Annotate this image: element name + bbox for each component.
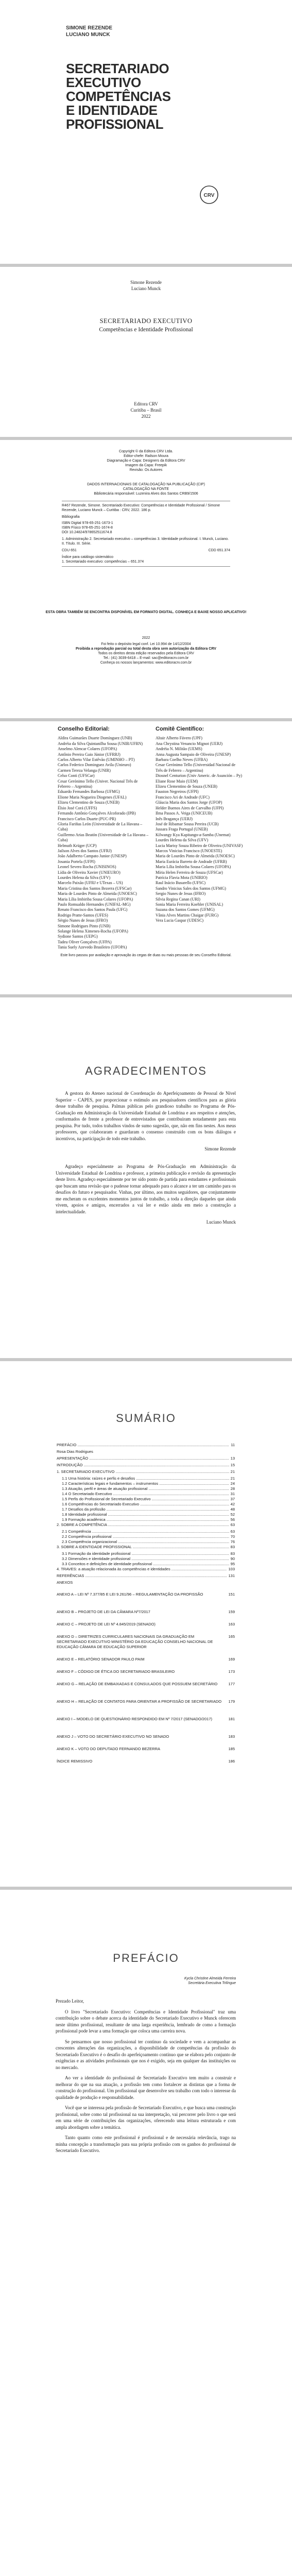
council-member: Anselmo Alencar Colares (UFOPA) [58,747,117,752]
council-member: Maria Cristina dos Santos Bezerra (UFSCar) [58,886,132,891]
toc-entry[interactable] [62,1492,235,1497]
cover-page [0,0,292,264]
cover-title-line: E IDENTIDADE [66,103,158,118]
toc-entry-page: 48 [230,1507,235,1512]
council-member: Anna Augusta Sampaio de Oliveira (UNESP) [156,752,231,757]
cdu-code: CDU 651 [62,549,77,552]
toc-entry-title: 1.4 O Secretariado Executivo ..... [62,1492,229,1497]
council-member: Marcos Vinicius Francisco (UNOESTE) [156,848,222,853]
editorial-council-title: Conselho Editorial: [58,726,110,732]
preface-paragraph: O livro "Secretariado Executivo: Competências e Identidade Profissional" traz uma contribuição sobre o debate acerca da identidade do Secretariado Executivo e Munck oferecem neste último profissional, resultante de uma larga experiência, lembrado de como a formação profissional pode levar a uma formação que coloca uma carreira nova. [56,2009,236,2033]
toc-entry[interactable] [62,1497,235,1502]
toc-annex-title: ANEXO B – PROJETO DE LEI DA CÂMARA Nº7/2017 [57,1609,150,1614]
council-member: Andréia N. Militão (UEMS) [156,747,202,752]
council-member: Maria de Lourdes Pinto de Almeida (UNOESC) [58,891,137,896]
toc-annex-entry[interactable] [57,1734,235,1739]
crv-logo-text: CRV [203,193,215,198]
council-member: Gláucia Maria dos Santos Jorge (UFOP) [156,800,222,805]
toc-annex-title: ANEXO E – RELATÓRIO SENADOR PAULO PAIM [57,1657,145,1662]
toc-entry[interactable] [57,1573,235,1579]
catalog-card [62,501,230,567]
council-member: Élsio José Corá (UFFS) [58,805,97,810]
council-member: Tania Suely Azevedo Brasileiro (UFOPA) [58,945,127,950]
toc-annex-entry[interactable] [57,1634,235,1650]
council-member: Maria Lília Imbiriba Sousa Colares (UFOPA) [156,865,231,870]
cover-authors [66,25,112,38]
toc-annex-entry[interactable] [57,1609,235,1615]
council-member: Celso Conti (UFSCar) [58,773,95,778]
toc-annex-title: ANEXO I – MODELO DE QUESTIONÁRIO RESPONDIDO EM Nº 7/2017 (SENADO/2017) [57,1717,212,1721]
acknowledgments-paragraph: A gestora do Ateneo nacional de Coordenação do Aperfeiçoamento de Pessoal de Nível Superior – CAPES, por proporcionar o estímulo aos pesquisadores científicos para as glória desse trabalho de pesquisa. Palmas públicas pelo grandioso trabalho no Programa de Pós-Graduação em Administração da Universidade Estadual de Londrina e aos respeitos e atenções, conformados de frente a professor de entrevistados que contribuiram notadamente para esta pesquisa. Por tudo, todos trabalhos vindos de sumo sugestão, que, não em fins nestes. Aos meus professores, que colaboraram e guardaram o consenso construído com os bons diálogos e incentivos, na participação de todo este trabalho. [56,1091,236,1141]
council-member: Cesar Gerónimo Tello (Universidad Nacional de Três de Febrero – Argentina) [156,762,236,773]
title-author: Luciano Munck [131,286,161,291]
title-publisher: Editora CRV [134,401,158,406]
toc-annex-page: 177 [228,1682,235,1686]
copyright-line: Revisão: Os Autores [129,468,163,472]
preface-byline [154,1976,236,1986]
council-member: Ana Chrystina Venancio Mignot (UERJ) [156,741,223,746]
council-member: Andréia da Silva Quintanilha Sousa (UNIR/UFRN) [58,741,143,746]
council-member: Lourdes Helena da Silva (UFV) [58,875,111,880]
copyright-notes [0,642,292,665]
acknowledgments-body [56,1090,236,1225]
title-year: 2022 [141,414,151,419]
toc-entry[interactable] [62,1539,235,1545]
toc-entry[interactable] [57,1463,235,1468]
toc-entry-title: 3.1 Formação da identidade profissional ..... [62,1551,229,1556]
toc-entry-title: 1.5 Perfis do Profissional de Secretariado Executivo ..... [62,1497,229,1502]
council-member: Renato Francisco dos Santos Paula (UFG) [58,907,128,912]
acknowledgments-paragraph: Agradeço especialmente ao Programa de Pós-Graduação em Administração da Universidade Estadual de Londrina e professor, a primeira publicação e revisão da apresentação deste livro. Agradeço especialmente por ter sido ponto de partida para estudantes e profissionais que buscam uma revisão que o pudesse tornar adequado para o alcance a ter um caminho para os desafios do futuro e pesquisador. Vinhas, por último, aos muitos seguidores, que conjuntamente me encheram os excelentes momentos juntos de trabalho, a toda a direção daqueles que ainda vivem, apoios e amigos, encerrados a vai ler e estão ainda em meio a construção a intelectualidade. [56,1164,236,1214]
rights-notice: Proibida a reprodução parcial ou total desta obra sem autorização da Editora CRV [76,647,216,651]
toc-entry-page: 21 [230,1469,235,1474]
toc-entry-page: 131 [228,1573,235,1578]
toc-annex-entry[interactable] [57,1759,235,1764]
council-member: Maria Lília Imbiriba Sousa Colares (UFOPA) [58,896,133,902]
toc-entry-page: 13 [230,1456,235,1461]
copyright-line: Editor-chefe: Railson Moura [124,454,168,458]
scientific-committee-title: Comitê Científico: [156,726,204,732]
council-member: Eliane Rose Maio (UEM) [156,778,198,784]
council-member: Raul Inácio Busarello (UFSC) [156,880,206,886]
council-member: Diosnel Centurion (Univ Americ. de Asunción – Py) [156,773,242,778]
council-member: Sonia Maria Ferreira Koehler (UNISAL) [156,902,224,907]
toc-entry-page: 70 [230,1534,235,1539]
toc-annex-title: ANEXO H – RELAÇÃO DE CONTATOS PARA ORIENTAR A PROFISSÃO DE SECRETARIADO [57,1699,222,1704]
toc-entry[interactable] [57,1469,235,1475]
council-member: Gloria Fariñas León (Universidade de La Havana – Cuba) [58,821,143,832]
catalog-header [62,482,230,496]
council-member: João Adalberto Campato Junior (UNESP) [58,854,127,859]
copyright-page [0,440,292,718]
council-member: Silvia Regina Canan (URI) [156,896,200,902]
council-member: Vera Lucia Gaspar (UDESC) [156,918,204,923]
toc-entry[interactable] [62,1486,235,1492]
all-rights: Todos os direitos desta edição reservados pela Editora CRV [98,652,194,655]
council-member: Tadeu Oliver Gonçalves (UFPA) [58,939,112,944]
council-member: Elione Maria Nogueira Diogenes (UFAL) [58,794,127,800]
toc-entry[interactable] [62,1517,235,1522]
isbn-line: ISBN Físico 978-65-251-1674-8 [62,526,113,530]
toc-entry-title: 2.1 Competência ..... [62,1529,229,1534]
toc-entry-page: 103 [228,1567,235,1571]
council-member: Maria Eurácia Barreto de Andrade (UFRB) [156,859,227,864]
council-member: Francisco Ari de Andrade (UFC) [156,794,210,800]
council-member: Elizeu Clementino de Souza (UNEB) [58,800,119,805]
council-member: Solange Helena Ximenes-Rocha (UFOPA) [58,929,128,934]
toc-annex-page: 181 [228,1717,235,1721]
catalog-sub: CATALOGAÇÃO NA FONTE [123,487,169,491]
toc-annex-title: ANEXO F – CÓDIGO DE ÉTICA DO SECRETARIADO BRASILEIRO [57,1669,175,1674]
toc-annex-title: ANEXO A – LEI Nº 7.377/85 E LEI 9.261/96 – REGULAMENTAÇÃO DA PROFISSÃO [57,1592,203,1597]
title-page [0,267,292,437]
toc-entry-title: 1.1 Uma história: raízes e perfis e desafios ..... [62,1476,229,1481]
copyright-line: Diagramação e Capa: Designers da Editora CRV [107,459,185,463]
publisher-contact: Tel.: (41) 3039-6418 – E-mail: sac@editoracrv.com.br [103,656,189,660]
toc-entry-page: 37 [230,1497,235,1501]
council-member: Fauston Negreiros (UFPI) [156,789,199,794]
council-member: Kilwangy Kya Kapitango-a-Samba (Unemat) [156,832,231,837]
toc-entry-page: 42 [230,1502,235,1506]
council-footnote: Este livro passou por avaliação e aprovação às cegas de duas ou mais pessoas de seu Conselho Editorial. [60,954,232,957]
toc-annex-title: ANEXO C – PROJETO DE LEI Nº 4.845/2019 (SENADO) [57,1622,156,1626]
council-member: Míria Helen Ferreira de Souza (UFSCar) [156,870,223,875]
toc-annex-page: 163 [228,1622,235,1626]
cover-title-line: SECRETARIADO [66,61,169,76]
toc-entry-page: 63 [230,1529,235,1534]
council-member: Antônio Pereira Gaio Júnior (UFRRJ) [58,752,121,757]
title-author: Simone Rezende [130,280,162,285]
preface-greeting: Prezado Leitor, [56,1998,84,2004]
toc-entry-title: 1.7 Desafios da profissão ..... [62,1507,229,1512]
toc-entry[interactable] [57,1456,235,1461]
toc-entry-page: 63 [230,1522,235,1527]
toc-annex-page: 165 [228,1634,235,1639]
title-subtitle: Competências e Identidade Profissional [99,327,193,333]
cover-author: LUCIANO MUNCK [66,32,110,38]
council-member: Cesar Gerónimo Tello (Univer. Nacional Três de Febrero – Argentina) [58,778,138,789]
toc-annex-page: 186 [228,1759,235,1764]
council-member: Sergio Nunes de Jesus (IFRO) [156,891,206,896]
legal-deposit: Foi feito o depósito legal conf. Lei 10.994 de 14/12/2004 [101,642,191,646]
council-member: Patrícia Flavia Mota (UNIRIO) [156,875,208,880]
toc-entry-page: 83 [230,1545,235,1549]
toc-entry-title: REFERÊNCIAS ..... [57,1573,227,1579]
toc-annex-title: ANEXO J – VOTO DO SECRETÁRIO EXECUTIVO NO SENADO [57,1734,169,1739]
council-member: Carmen Tereza Velanga (UNIR) [58,768,111,773]
toc-heading: SUMÁRIO [116,1412,176,1425]
toc-annex-entry[interactable] [57,1622,235,1627]
toc-entry-title: 3.2 Dimensões e identidade profissional ..... [62,1556,229,1562]
council-member: Sydione Santos (UEPG) [58,934,98,939]
toc-entry-title: 3.3 Conceitos e definições de identidade profissional ..... [62,1562,229,1567]
toc-entry-page [233,1580,235,1585]
preface-paragraph: Ao ver a identidade do profissional de Secretariado Executivo tem muito a construir e melhorar do que na sua atuação, a profissão tem como fortalecer as distintas que a forma de construção do profissional. Um profissional que desenvolve seu trabalho com todo o interesse da qualidade de produção e responsabilidade. [56,2075,236,2100]
council-member: Altair Alberto Fávero (UPF) [156,736,202,741]
acknowledgments-signature: Luciano Munck [206,1219,236,1225]
toc-entry[interactable] [62,1562,235,1567]
toc-annex-page: 185 [228,1747,235,1751]
council-member: Lucia Marisy Souza Ribeiro de Oliveira (UNIVASF) [156,843,243,848]
toc-entry[interactable] [57,1580,235,1585]
council-member: Helder Buenos Aires de Carvalho (UFPI) [156,805,224,810]
toc-annex-title: ANEXO K – VOTO DO DEPUTADO FERNANDO BEZERRA [57,1747,161,1751]
preface-author: Kycla Christine Almeida Ferreira [184,1977,236,1980]
toc-entry-title: 2.3 Competência organizacional ..... [62,1539,229,1545]
council-member: Maria de Lourdes Pinto de Almeida (UNOESC) [156,854,235,859]
council-member: Simone Rodrigues Pinto (UNB) [58,923,111,928]
toc-entry[interactable] [57,1567,235,1572]
toc-entry-page [233,1449,235,1454]
toc-entry-page: 56 [230,1517,235,1522]
council-member: Marcelo Paixão (UFRJ e UTexas – US) [58,880,123,886]
toc-entry-title: 1.9 Formação acadêmica ..... [62,1517,229,1522]
toc-entry-page: 11 [231,1443,235,1447]
toc-entry-title: 2. SOBRE A COMPETÊNCIA ..... [57,1522,229,1528]
council-member: Suzana dos Santos Gomes (UFMG) [156,907,215,912]
toc-entry[interactable] [62,1529,235,1534]
toc-entry-page: 90 [230,1556,235,1561]
toc-entry-title: 4. TRAVES: a atuação relacionada às competências e identidades ..... [57,1567,227,1572]
council-member: Sandro Vinicius Sales dos Santos (UFMG) [156,886,226,891]
toc-annex-page: 179 [228,1699,235,1704]
toc-entry-title: 1.6 Competências do Secretariado Executivo ..... [62,1502,229,1507]
catalog-bibliography: Bibliografia [62,515,80,519]
council-member: Ilma Passos A. Veiga (UNICEUB) [156,811,213,816]
cover-title-line: COMPETÊNCIAS [66,89,171,104]
council-member: Jailson Alves dos Santos (UFRJ) [58,848,112,853]
scientific-committee [156,726,243,924]
preface-paragraph: Se pensarmos que nosso profissional ter contínuo da sociedade e vem a acompanhar as crescentes alterações das organizações, a disponibilidade de competências da profissão do Secretariado Executivo é o desafio do aperfeiçoamento contínuo que se elabora pelo conjunto de exigências e as atividades profissionais que nos é exigido, seja em qualquer das instituições ou no mercado. [56,2039,236,2070]
toc-entry-title: 2.2 Competência profissional ..... [62,1534,229,1539]
toc-entry-page: 83 [230,1551,235,1556]
legal-notice: ESTA OBRA TAMBÉM SE ENCONTRA DISPONÍVEL EM FORMATO DIGITAL. CONHEÇA E BAIXE NOSSO APLICATIVO! [45,611,247,614]
preface-paragraph: Tanto quanto como este profissional é profissional e de necessária relevância, trago na minha concepção a transformação para sua própria profissão com os ganhos do profissional de Secretariado Executivo. [56,2135,236,2153]
toc-annex-entry[interactable] [57,1592,235,1597]
cdd-code: CDD 651.374 [208,549,230,552]
toc-entry-page: 52 [230,1512,235,1517]
copyright-line: Imagem da Capa: Freepik [125,464,167,467]
council-member: Carlos Alberto Vilar Estêvão (UMINHO – PT) [58,757,135,762]
council-member: Inês Bragança (UERJ) [156,816,193,821]
crv-logo-icon [199,184,219,205]
toc-entry-page: 76 [230,1539,235,1544]
toc-entry-title: 1.2 Características legais e fundamentos – instrumentos ..... [62,1481,229,1486]
toc-annex-title: ÍNDICE REMISSIVO [57,1759,93,1764]
toc-entry[interactable] [62,1502,235,1507]
index-label: Índice para catálogo sistemático [62,555,113,559]
council-member: Eduardo Fernandes Barbosa (UFMG) [58,789,120,794]
toc-entry-title: ANEXOS [57,1580,73,1585]
council-member: Sérgio Nunes de Jesus (IFRO) [58,918,108,923]
catalog-by: Bibliotecária responsável: Luzenira Alves dos Santos CRB9/1506 [94,492,198,496]
cover-title-line: PROFISSIONAL [66,116,164,132]
council-member: Lídia de Oliveira Xavier (UNIEURO) [58,870,121,875]
council-member: Guillermo Arias Beatón (Universidade de La Havana – Cuba) [58,832,149,843]
toc-entry[interactable] [62,1551,235,1556]
cover-title [66,62,170,131]
council-member: José de Ribamar Sousa Pereira (UCB) [156,821,219,826]
preface-page [0,1890,292,2353]
council-member: Elizeu Clementino de Souza (UNEB) [156,784,217,789]
editorial-council [58,726,150,951]
toc-annex-page: 151 [228,1592,235,1597]
editorial-council-list [58,736,150,950]
council-member: Rodrigo Pratte-Santos (UFES) [58,912,108,918]
toc-entry-page: 24 [230,1481,235,1486]
toc-annex-entry[interactable] [57,1717,235,1722]
toc-annex-page: 173 [228,1669,235,1674]
toc-entry-title: Rosa Dias Rodrigues [57,1449,93,1454]
council-member: Barbara Coelho Neves (UFBA) [156,757,208,762]
toc-entry-title: APRESENTAÇÃO ..... [57,1456,229,1461]
council-member: Helmuth Krüger (UCP) [58,843,97,848]
cover-author: SIMONE REZENDE [66,25,113,31]
copyright-year: 2022 [142,636,150,640]
catalog-subjects: 1. Administração 2. Secretariado executivo – competências 3. Identidade profissional. I. Munck, Luciano. II. Título. III. Série. [62,537,229,546]
isbn-line: DOI 10.24824/978652511674.8 [62,531,112,534]
toc-annex-entry[interactable] [57,1699,235,1704]
index-entry: 1. Secretariado executivo: competências – 651.374 [62,560,144,564]
toc-entry-title: 1.8 Identidade profissional ..... [62,1512,229,1517]
toc-entry-title: 3. SOBRE A IDENTIDADE PROFISSIONAL ..... [57,1545,229,1550]
council-member: Josania Portela (UFPI) [58,859,95,864]
toc-entry-page: 21 [230,1476,235,1481]
preface-author-role: Secretária Executiva Trilíngue [188,1981,236,1985]
toc-entry-page: 95 [230,1562,235,1566]
toc-entry-title: PREFÁCIO ..... [57,1443,229,1448]
toc-entry[interactable] [57,1443,235,1448]
title-city: Curitiba – Brasil [130,408,162,413]
toc-entry[interactable] [57,1522,235,1528]
title-imprint [0,401,292,419]
preface-heading: PREFÁCIO [113,1952,179,1964]
toc-annex-entry[interactable] [57,1657,235,1662]
toc-entry[interactable] [62,1512,235,1517]
council-member: Leonel Severo Rocha (UNISINOS) [58,865,116,870]
isbn-line: ISBN Digital 978-65-251-1673-1 [62,521,113,525]
toc-entry[interactable] [57,1449,235,1454]
catalog-entry: R467 Rezende, Simone. Secretariado Executivo: Competências e Identidade Profissional / Simone Rezende, Luciano Munck – Curitiba : CRV, 2022. 186 p. [62,504,220,512]
publisher-site: Conheça os nossos lançamentos: www.editoracrv.com.br [100,661,192,665]
cover-title-line: EXECUTIVO [66,75,141,90]
council-member: Jussara Fraga Portugal (UNEB) [156,827,208,832]
council-member: Francisco Carlos Duarte (PUC-PR) [58,816,116,821]
toc-entry-title: INTRODUÇÃO ..... [57,1463,229,1468]
toc-annex-title: ANEXO D – DIRETRIZES CURRICULARES NACIONAIS DA GRADUAÇÃO EM SECRETARIADO EXECUTIVO MINISTÉRIO DA EDUCAÇÃO CONSELHO NACIONAL DE EDUCAÇÃO CÂMARA DE EDUCAÇÃO SUPERIOR [57,1634,213,1649]
acknowledgments-page [0,997,292,1358]
council-member: Vânia Alves Martins Chaigar (FURG) [156,912,219,918]
toc-entry-page: 28 [230,1486,235,1491]
catalog-title: DADOS INTERNACIONAIS DE CATALOGAÇÃO NA PUBLICAÇÃO (CIP) [87,483,205,486]
copyright-credits [0,449,292,472]
acknowledgments-signature: Simone Rezende [204,1146,236,1151]
title-main: SECRETARIADO EXECUTIVO [99,317,193,325]
toc-entry[interactable] [62,1534,235,1539]
toc-entry-page: 31 [230,1492,235,1496]
toc-entry[interactable] [62,1507,235,1512]
toc-entry[interactable] [62,1556,235,1562]
catalog-codes [62,548,230,553]
toc-entry[interactable] [57,1545,235,1550]
toc-entry-title: 1.3 Atuação, perfil e áreas de atuação profissional ..... [62,1486,229,1492]
toc-entry-title: 1. SECRETARIADO EXECUTIVO ..... [57,1469,229,1475]
toc-annex-page: 169 [228,1657,235,1662]
acknowledgments-heading: AGRADECIMENTOS [85,1064,207,1077]
toc-annex-entry[interactable] [57,1682,235,1687]
council-member: Aldira Guimarães Duarte Domínguez (UNB) [58,736,132,741]
preface-body [56,1998,236,2158]
toc-annex-page: 159 [228,1609,235,1614]
toc-annex-entry[interactable] [57,1669,235,1674]
scientific-committee-list [156,736,243,923]
council-member: Carlos Federico Dominguez Avila (Unieuro) [58,762,131,768]
council-member: Lourdes Helena da Silva (UFV) [156,838,209,843]
toc-entry[interactable] [62,1481,235,1486]
preface-paragraph: Você que se interessa pela profissão de Secretariado Executivo, e que busca uma construção profissional, sobre como tal profissional na sua interpretação, vai percorrer pelo livro o que será em uma série de contribuições das organizações, oferecendo uma leitura estruturada e com ampla abordagem sobre a temática. [56,2105,236,2130]
toc-annex-title: ANEXO G – RELAÇÃO DE EMBAIXADAS E CONSULADOS QUE POSSUEM SECRETÁRIO [57,1682,218,1686]
title-authors [0,279,292,292]
toc-entry[interactable] [62,1476,235,1481]
toc-annex-page: 183 [228,1734,235,1739]
toc-entry-page: 15 [230,1463,235,1467]
copyright-line: Copyright © da Editora CRV Ltda. [118,450,174,453]
toc-annex-entry[interactable] [57,1747,235,1752]
council-member: Fernando Antônio Gonçalves Alcoforado (IPB) [58,811,136,816]
council-member: Paulo Romualdo Hernandes (UNIFAL-MG) [58,902,131,907]
